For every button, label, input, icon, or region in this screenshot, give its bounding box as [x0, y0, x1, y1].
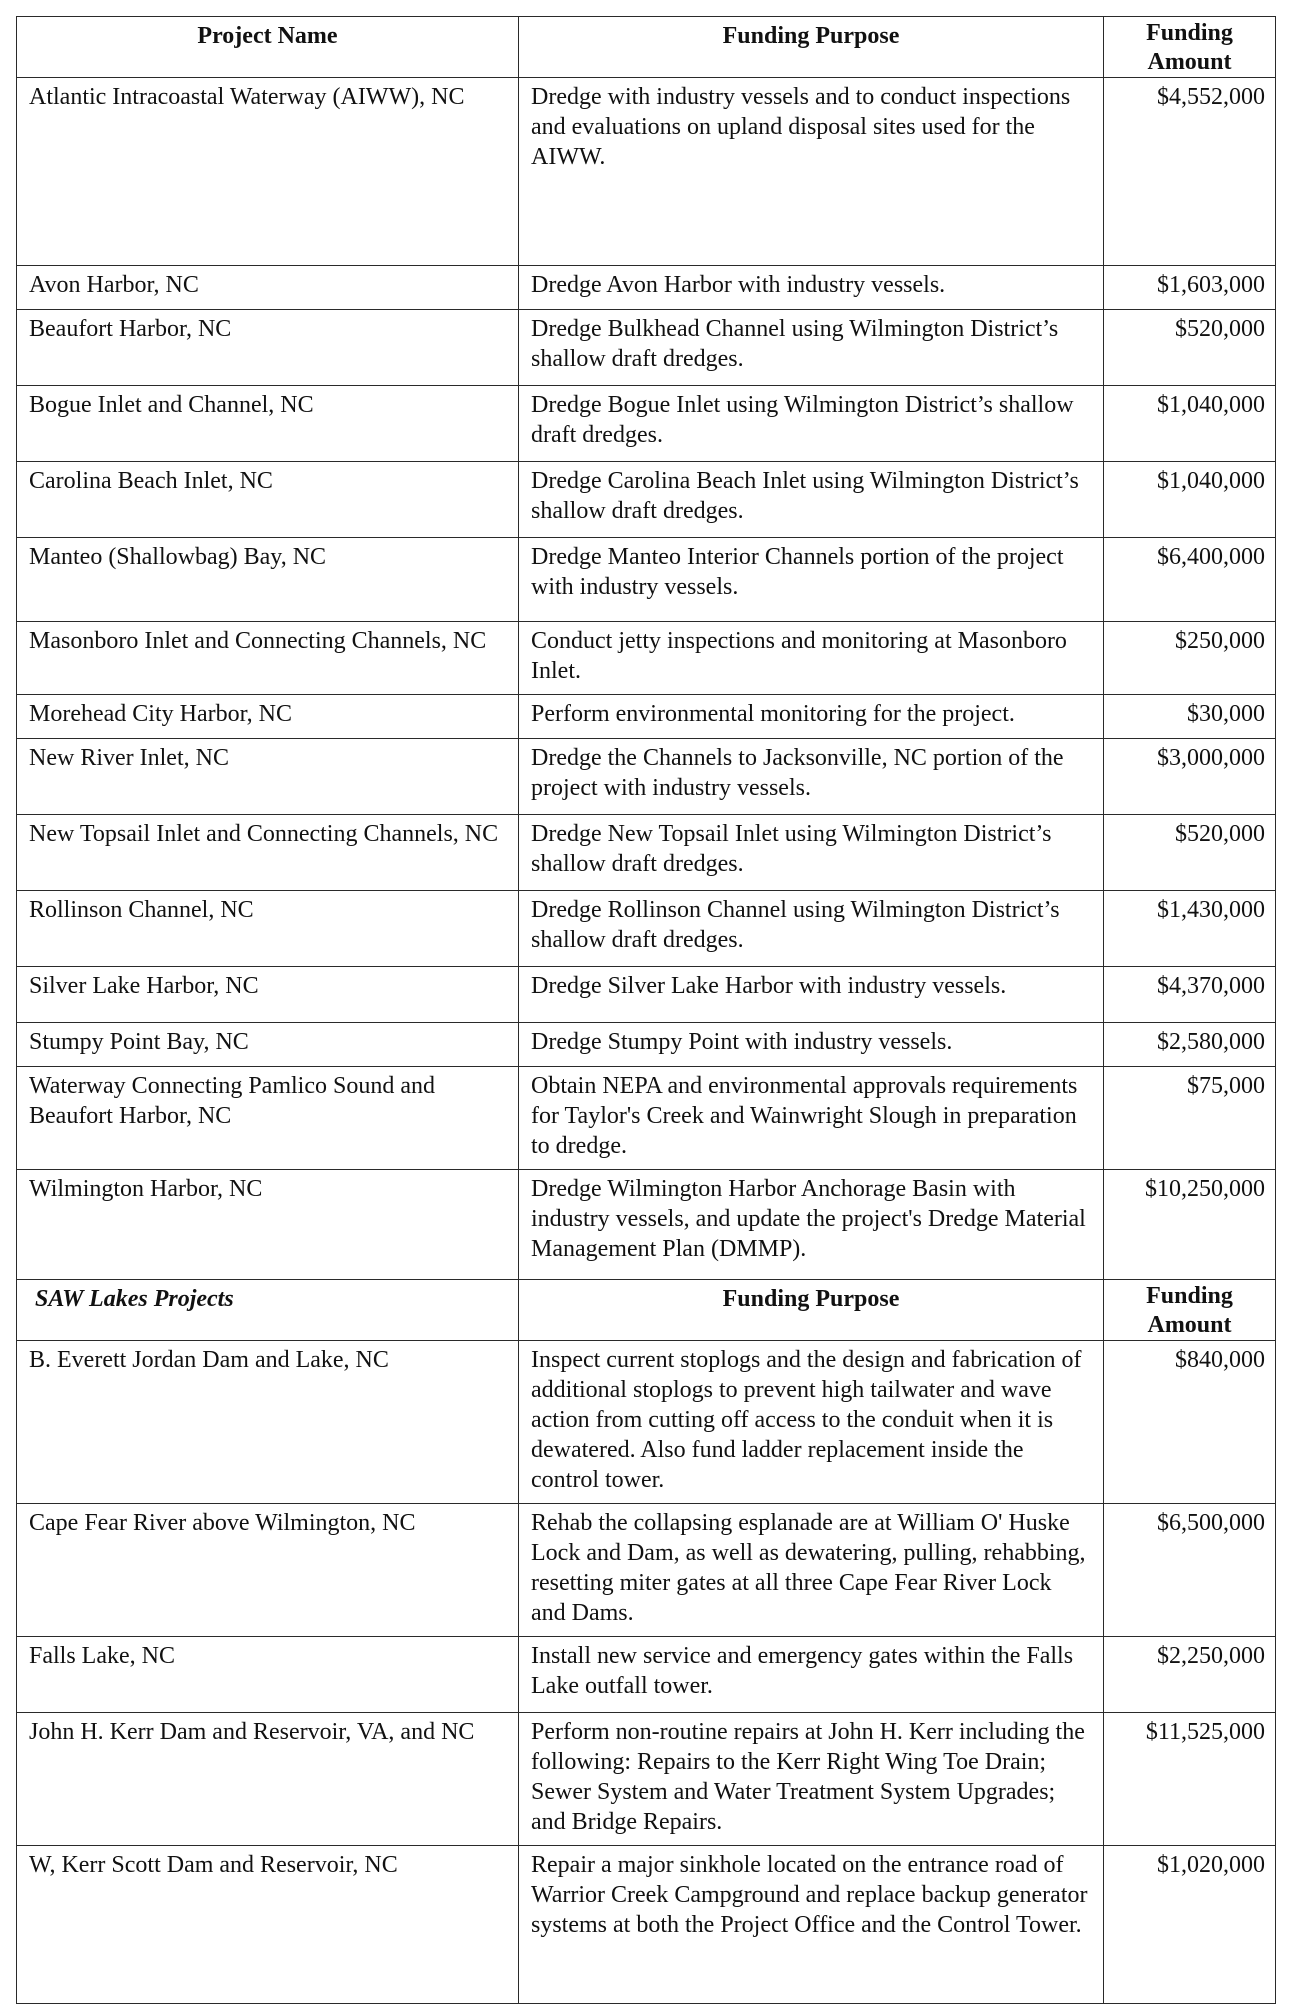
funding-amount-cell: $75,000 [1104, 1067, 1276, 1170]
funding-purpose-cell: Conduct jetty inspections and monitoring at Masonboro Inlet. [519, 622, 1104, 695]
funding-amount-cell: $1,430,000 [1104, 891, 1276, 967]
table-row [17, 1170, 1276, 1280]
funding-purpose-cell: Dredge Carolina Beach Inlet using Wilmington District’s shallow draft dredges. [519, 462, 1104, 538]
table-row [17, 462, 1276, 538]
funding-amount-cell: $2,250,000 [1104, 1637, 1276, 1713]
header-funding-purpose: Funding Purpose [519, 17, 1104, 78]
table-row [17, 538, 1276, 622]
table-row [17, 78, 1276, 266]
project-name-cell: Bogue Inlet and Channel, NC [17, 386, 519, 462]
project-name-cell: Rollinson Channel, NC [17, 891, 519, 967]
header-funding-amount-line1: Funding [1146, 20, 1233, 46]
project-name-cell: New Topsail Inlet and Connecting Channels, NC [17, 815, 519, 891]
funding-purpose-cell: Dredge Stumpy Point with industry vessels. [519, 1023, 1104, 1067]
lakes-header-row [17, 1280, 1276, 1341]
funding-purpose-cell: Dredge New Topsail Inlet using Wilmington District’s shallow draft dredges. [519, 815, 1104, 891]
table-row [17, 1637, 1276, 1713]
table-row [17, 1713, 1276, 1846]
funding-amount-cell: $520,000 [1104, 815, 1276, 891]
table-row [17, 1341, 1276, 1504]
funding-amount-cell: $6,500,000 [1104, 1504, 1276, 1637]
funding-amount-cell: $6,400,000 [1104, 538, 1276, 622]
funding-amount-cell: $1,040,000 [1104, 462, 1276, 538]
table-row [17, 622, 1276, 695]
lakes-section-title: SAW Lakes Projects [17, 1280, 519, 1341]
project-name-cell: Wilmington Harbor, NC [17, 1170, 519, 1280]
project-name-cell: Stumpy Point Bay, NC [17, 1023, 519, 1067]
table-row [17, 891, 1276, 967]
project-name-cell: B. Everett Jordan Dam and Lake, NC [17, 1341, 519, 1504]
table-row [17, 310, 1276, 386]
funding-purpose-cell: Dredge Bulkhead Channel using Wilmington District’s shallow draft dredges. [519, 310, 1104, 386]
funding-purpose-cell: Dredge Bogue Inlet using Wilmington District’s shallow draft dredges. [519, 386, 1104, 462]
funding-purpose-cell: Obtain NEPA and environmental approvals requirements for Taylor's Creek and Wainwright Slough in preparation to dredge. [519, 1067, 1104, 1170]
projects-body [17, 78, 1276, 1280]
project-name-cell: Carolina Beach Inlet, NC [17, 462, 519, 538]
funding-purpose-cell: Dredge Wilmington Harbor Anchorage Basin with industry vessels, and update the project's Dredge Material Management Plan (DMMP). [519, 1170, 1104, 1280]
funding-amount-cell: $11,525,000 [1104, 1713, 1276, 1846]
project-name-cell: W, Kerr Scott Dam and Reservoir, NC [17, 1846, 519, 2004]
funding-purpose-cell: Dredge Avon Harbor with industry vessels. [519, 266, 1104, 310]
header-funding-amount [1104, 17, 1276, 78]
table-row [17, 1846, 1276, 2004]
table-row [17, 386, 1276, 462]
project-name-cell: Avon Harbor, NC [17, 266, 519, 310]
table-row [17, 739, 1276, 815]
funding-purpose-cell: Repair a major sinkhole located on the entrance road of Warrior Creek Campground and replace backup generator systems at both the Project Office and the Control Tower. [519, 1846, 1104, 2004]
funding-amount-cell: $520,000 [1104, 310, 1276, 386]
funding-amount-cell: $840,000 [1104, 1341, 1276, 1504]
funding-amount-cell: $30,000 [1104, 695, 1276, 739]
lakes-body [17, 1341, 1276, 2004]
funding-purpose-cell: Inspect current stoplogs and the design and fabrication of additional stoplogs to prevent high tailwater and wave action from cutting off access to the conduit when it is dewatered. Also fund ladder replacement inside the control tower. [519, 1341, 1104, 1504]
project-name-cell: Masonboro Inlet and Connecting Channels, NC [17, 622, 519, 695]
funding-amount-cell: $4,370,000 [1104, 967, 1276, 1023]
funding-purpose-cell: Perform non-routine repairs at John H. Kerr including the following: Repairs to the Kerr Right Wing Toe Drain; Sewer System and Water Treatment System Upgrades; and Bridge Repairs. [519, 1713, 1104, 1846]
project-name-cell: John H. Kerr Dam and Reservoir, VA, and NC [17, 1713, 519, 1846]
funding-purpose-cell: Dredge with industry vessels and to conduct inspections and evaluations on upland disposal sites used for the AIWW. [519, 78, 1104, 266]
table-row [17, 695, 1276, 739]
funding-purpose-cell: Rehab the collapsing esplanade are at William O' Huske Lock and Dam, as well as dewatering, pulling, rehabbing, resetting miter gates at all three Cape Fear River Lock and Dams. [519, 1504, 1104, 1637]
lakes-header-funding-amount-line2: Amount [1147, 1312, 1232, 1338]
lakes-header-funding-amount [1104, 1280, 1276, 1341]
table-row [17, 815, 1276, 891]
table-row [17, 1023, 1276, 1067]
funding-amount-cell: $1,020,000 [1104, 1846, 1276, 2004]
funding-amount-cell: $3,000,000 [1104, 739, 1276, 815]
table-row [17, 967, 1276, 1023]
funding-purpose-cell: Dredge Silver Lake Harbor with industry vessels. [519, 967, 1104, 1023]
funding-amount-cell: $10,250,000 [1104, 1170, 1276, 1280]
funding-amount-cell: $250,000 [1104, 622, 1276, 695]
lakes-header-funding-amount-line1: Funding [1146, 1283, 1233, 1309]
header-project-name: Project Name [17, 17, 519, 78]
project-name-cell: Manteo (Shallowbag) Bay, NC [17, 538, 519, 622]
project-name-cell: Waterway Connecting Pamlico Sound and Beaufort Harbor, NC [17, 1067, 519, 1170]
funding-purpose-cell: Dredge the Channels to Jacksonville, NC portion of the project with industry vessels. [519, 739, 1104, 815]
table-row [17, 1067, 1276, 1170]
lakes-header-funding-purpose: Funding Purpose [519, 1280, 1104, 1341]
funding-amount-cell: $1,603,000 [1104, 266, 1276, 310]
project-name-cell: Silver Lake Harbor, NC [17, 967, 519, 1023]
table-row [17, 266, 1276, 310]
project-name-cell: Falls Lake, NC [17, 1637, 519, 1713]
table-row [17, 1504, 1276, 1637]
funding-amount-cell: $4,552,000 [1104, 78, 1276, 266]
project-name-cell: New River Inlet, NC [17, 739, 519, 815]
funding-table [16, 16, 1276, 2004]
project-name-cell: Atlantic Intracoastal Waterway (AIWW), NC [17, 78, 519, 266]
funding-purpose-cell: Perform environmental monitoring for the project. [519, 695, 1104, 739]
project-name-cell: Cape Fear River above Wilmington, NC [17, 1504, 519, 1637]
funding-purpose-cell: Dredge Rollinson Channel using Wilmington District’s shallow draft dredges. [519, 891, 1104, 967]
project-name-cell: Beaufort Harbor, NC [17, 310, 519, 386]
funding-purpose-cell: Dredge Manteo Interior Channels portion of the project with industry vessels. [519, 538, 1104, 622]
funding-purpose-cell: Install new service and emergency gates within the Falls Lake outfall tower. [519, 1637, 1104, 1713]
table-header-row [17, 17, 1276, 78]
header-funding-amount-line2: Amount [1147, 49, 1232, 75]
funding-amount-cell: $1,040,000 [1104, 386, 1276, 462]
project-name-cell: Morehead City Harbor, NC [17, 695, 519, 739]
funding-amount-cell: $2,580,000 [1104, 1023, 1276, 1067]
